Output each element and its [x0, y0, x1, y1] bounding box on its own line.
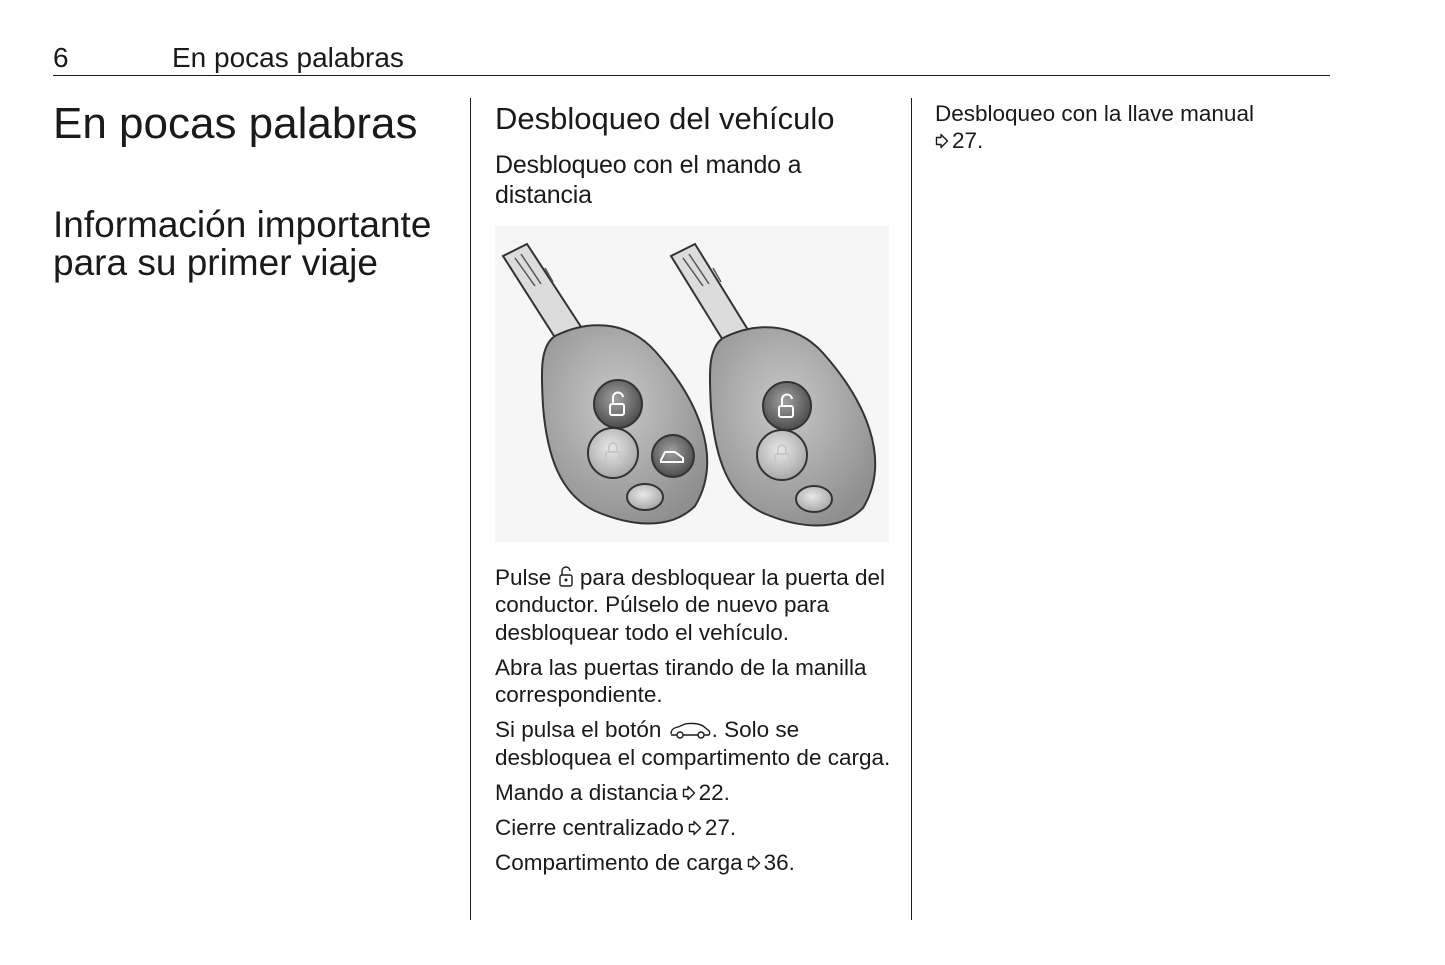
column-right	[935, 100, 1315, 154]
header-rule	[53, 75, 1330, 76]
cross-reference[interactable]: Compartimento de carga 36.	[495, 850, 795, 876]
page-reference-arrow-icon	[688, 820, 702, 836]
running-head: En pocas palabras	[172, 42, 404, 73]
cross-reference[interactable]: Mando a distancia 22.	[495, 779, 730, 805]
instruction-doors: Abra las puertas tirando de la manilla correspondiente.	[495, 654, 867, 708]
subsection-heading: Desbloqueo con el mando a distancia	[495, 151, 802, 209]
section-heading: Desbloqueo del vehículo	[495, 101, 835, 136]
instruction-load-compartment: Si pulsa el botón . Solo se desbloquea el compartimento de carga.	[495, 717, 891, 770]
key-fob-1	[503, 244, 707, 524]
page-reference-arrow-icon	[682, 785, 696, 801]
key-fob-illustration	[495, 226, 889, 542]
column-divider	[470, 98, 471, 920]
section-title: Información importante para su primer viaje	[53, 204, 432, 284]
load-compartment-button	[652, 435, 694, 477]
chapter-title: En pocas palabras	[53, 99, 418, 148]
page-number: 6	[53, 42, 69, 73]
key-fob-drawing	[495, 226, 889, 542]
column-divider	[911, 98, 912, 920]
instruction-unlock: Pulse para desbloquear la puerta del conductor. Púlselo de nuevo para desbloquear todo el vehículo.	[495, 565, 886, 645]
page-reference-arrow-icon	[747, 855, 761, 871]
unlock-icon	[558, 564, 574, 588]
load-compartment-icon	[668, 720, 712, 740]
column-middle	[495, 100, 895, 876]
page-reference-arrow-icon	[935, 133, 949, 149]
cross-reference[interactable]: Cierre centralizado 27.	[495, 814, 737, 840]
cross-reference[interactable]: Desbloqueo con la llave manual 27.	[935, 101, 1254, 153]
